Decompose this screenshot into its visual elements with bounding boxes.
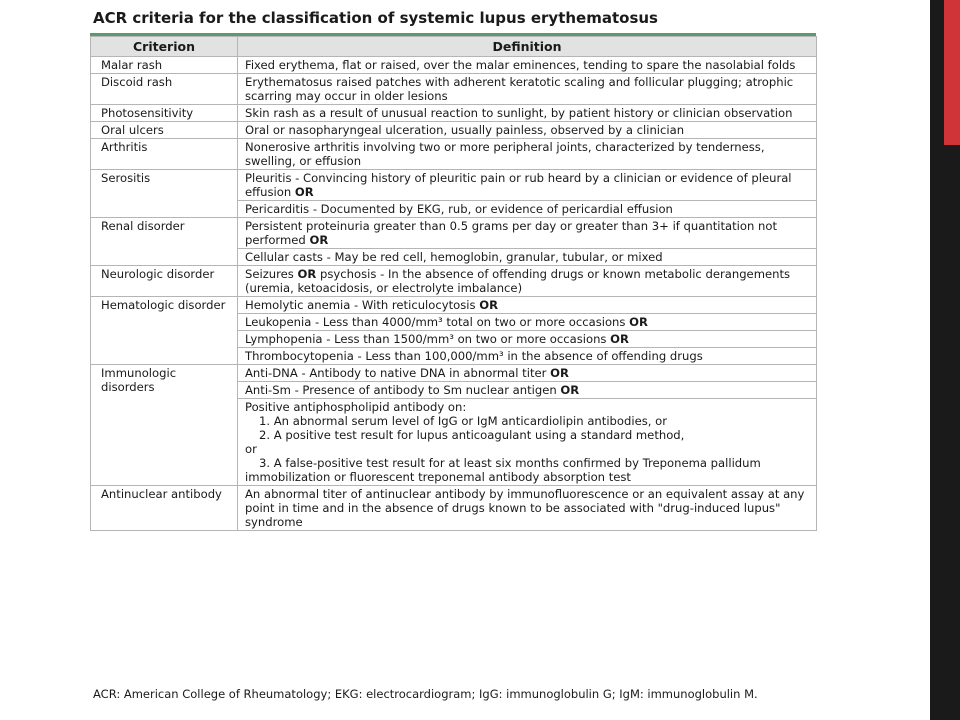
criterion-cell: Neurologic disorder (91, 266, 238, 297)
definition-text: Pleuritis - Convincing history of pleuritic pain or rub heard by a clinician or evidence of pleural effusion (245, 171, 792, 199)
definition-text: psychosis - In the absence of offending drugs or known metabolic derangements (uremia, ketoacidosis, or electrolyte imbalance) (245, 267, 791, 295)
criterion-cell: Discoid rash (91, 74, 238, 105)
definition-text: Seizures (245, 267, 298, 281)
or-keyword: OR (297, 267, 317, 281)
table-header-row (91, 37, 817, 57)
header-definition: Definition (238, 37, 817, 57)
definition-cell: Pericarditis - Documented by EKG, rub, or evidence of pericardial effusion (238, 201, 817, 218)
table-row (91, 486, 817, 531)
definition-cell: Fixed erythema, flat or raised, over the malar eminences, tending to spare the nasolabial folds (238, 57, 817, 74)
criterion-cell: Hematologic disorder (91, 297, 238, 365)
definition-cell: Thrombocytopenia - Less than 100,000/mm³ in the absence of offending drugs (238, 348, 817, 365)
table-row (91, 170, 817, 201)
definition-cell (238, 297, 817, 314)
definition-cell (238, 382, 817, 399)
or-keyword: OR (610, 332, 629, 346)
definition-text: Hemolytic anemia - With reticulocytosis (245, 298, 480, 312)
criterion-cell: Immunologic disorders (91, 365, 238, 486)
criterion-cell: Serositis (91, 170, 238, 218)
criteria-table (90, 36, 817, 531)
antiphospholipid-item-2: 2. A positive test result for lupus anticoagulant using a standard method, (259, 428, 685, 442)
table-row (91, 365, 817, 382)
header-criterion: Criterion (91, 37, 238, 57)
criterion-cell: Renal disorder (91, 218, 238, 266)
definition-cell: Cellular casts - May be red cell, hemoglobin, granular, tubular, or mixed (238, 249, 817, 266)
slide-red-accent (944, 0, 960, 145)
antiphospholipid-item-2-cont: or (245, 442, 257, 456)
criterion-cell: Photosensitivity (91, 105, 238, 122)
definition-text: Anti-Sm - Presence of antibody to Sm nuclear antigen (245, 383, 561, 397)
definition-cell: Erythematosus raised patches with adherent keratotic scaling and follicular plugging; atrophic scarring may occur in older lesions (238, 74, 817, 105)
criterion-cell: Arthritis (91, 139, 238, 170)
table-row (91, 139, 817, 170)
definition-cell (238, 331, 817, 348)
table-row (91, 122, 817, 139)
definition-cell (238, 399, 817, 486)
definition-cell: Nonerosive arthritis involving two or more peripheral joints, characterized by tenderness, swelling, or effusion (238, 139, 817, 170)
table-row (91, 266, 817, 297)
table-row (91, 57, 817, 74)
definition-text: Lymphopenia - Less than 1500/mm³ on two or more occasions (245, 332, 611, 346)
or-keyword: OR (294, 185, 314, 199)
definition-cell (238, 218, 817, 249)
or-keyword: OR (560, 383, 580, 397)
definition-cell (238, 170, 817, 201)
definition-cell (238, 365, 817, 382)
definition-cell: Skin rash as a result of unusual reaction to sunlight, by patient history or clinician observation (238, 105, 817, 122)
or-keyword: OR (479, 298, 499, 312)
table-row (91, 218, 817, 249)
definition-text: Leukopenia - Less than 4000/mm³ total on two or more occasions (245, 315, 630, 329)
table-row (91, 74, 817, 105)
definition-cell: An abnormal titer of antinuclear antibody by immunofluorescence or an equivalent assay at any point in time and in the absence of drugs known to be associated with "drug-induced lupus" syndrome (238, 486, 817, 531)
criterion-cell: Malar rash (91, 57, 238, 74)
definition-cell: Oral or nasopharyngeal ulceration, usually painless, observed by a clinician (238, 122, 817, 139)
definition-cell (238, 266, 817, 297)
abbreviations-footnote: ACR: American College of Rheumatology; EKG: electrocardiogram; IgG: immunoglobulin G; IgM: immunoglobulin M. (93, 687, 758, 701)
antiphospholipid-item-1: 1. An abnormal serum level of IgG or IgM anticardiolipin antibodies, or (259, 414, 667, 428)
criterion-cell: Antinuclear antibody (91, 486, 238, 531)
or-keyword: OR (629, 315, 648, 329)
or-keyword: OR (309, 233, 329, 247)
definition-text: Anti-DNA - Antibody to native DNA in abnormal titer (245, 366, 551, 380)
definition-cell (238, 314, 817, 331)
antiphospholipid-item-3: 3. A false-positive test result for at least six months confirmed by Treponema pallidum immobilization or fluorescent treponemal antibody absorption test (245, 456, 761, 484)
definition-text: Persistent proteinuria greater than 0.5 grams per day or greater than 3+ if quantitation not performed (245, 219, 778, 247)
criteria-table-wrapper (90, 33, 816, 531)
criterion-cell: Oral ulcers (91, 122, 238, 139)
or-keyword: OR (550, 366, 569, 380)
document-title: ACR criteria for the classification of systemic lupus erythematosus (93, 9, 658, 27)
antiphospholipid-intro: Positive antiphospholipid antibody on: (245, 400, 467, 414)
table-row (91, 105, 817, 122)
table-row (91, 297, 817, 314)
